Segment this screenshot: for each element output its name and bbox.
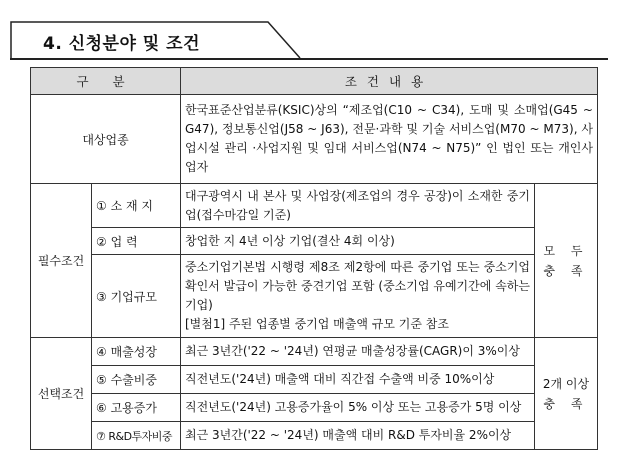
condition-label: ⑦ R&D투자비중 (92, 422, 181, 450)
condition-text: 최근 3년간('22 ~ '24년) 매출액 대비 R&D 투자비율 2%이상 (181, 422, 535, 450)
optional-note (535, 338, 598, 450)
note-line: 2개 이상 (542, 376, 590, 391)
condition-text: 직전년도('24년) 매출액 대비 직간접 수출액 비중 10%이상 (181, 366, 535, 394)
required-group-label: 필수조건 (31, 184, 92, 338)
condition-text (181, 255, 535, 338)
header-conditions: 조건내용 (181, 68, 598, 95)
note-line: 모 두 (543, 243, 589, 258)
table-row (31, 394, 598, 422)
condition-label: ⑤ 수출비중 (92, 366, 181, 394)
table-row (31, 338, 598, 366)
table-row (31, 422, 598, 450)
condition-text: 대구광역시 내 본사 및 사업장(제조업의 경우 공장)이 소재한 중기업(접수마감일 기준) (181, 184, 535, 228)
conditions-table (30, 67, 598, 450)
condition-label: ⑥ 고용증가 (92, 394, 181, 422)
note-line: 충 족 (543, 263, 589, 278)
heading-rule (10, 58, 608, 60)
condition-text: 최근 3년간('22 ~ '24년) 연평균 매출성장률(CAGR)이 3%이상 (181, 338, 535, 366)
table-row (31, 228, 598, 255)
note-line: 충 족 (543, 396, 589, 411)
target-industry-label: 대상업종 (31, 95, 181, 184)
table-row (31, 95, 598, 184)
condition-label: ③ 기업규모 (92, 255, 181, 338)
condition-text-note: [별첨1] 주된 업종별 중기업 매출액 규모 기준 참조 (185, 317, 449, 331)
optional-group-label: 선택조건 (31, 338, 92, 450)
table-header-row (31, 68, 598, 95)
condition-text: 창업한 지 4년 이상 기업(결산 4회 이상) (181, 228, 535, 255)
condition-label: ② 업 력 (92, 228, 181, 255)
table-row (31, 366, 598, 394)
table-row (31, 255, 598, 338)
section-heading (10, 21, 302, 61)
target-industry-text: 한국표준산업분류(KSIC)상의 “제조업(C10 ~ C34), 도매 및 소매업(G45 ~ G47), 정보통신업(J58 ~ J63), 전문·과학 및 기술 서비스업(M70 ~ M73), 사업시설 관리 ·사업지원 및 임대 서비스업(N74 ~ N75)” 인 법인 또는 개인사업자 (181, 95, 598, 184)
condition-text: 직전년도('24년) 고용증가율이 5% 이상 또는 고용증가 5명 이상 (181, 394, 535, 422)
condition-text-main: 중소기업기본법 시행령 제8조 제2항에 따른 중기업 또는 중소기업확인서 발급이 가능한 중견기업 포함 (중소기업 유예기간에 속하는 기업) (185, 260, 530, 312)
required-note (535, 184, 598, 338)
header-category: 구 분 (31, 68, 181, 95)
condition-label: ④ 매출성장 (92, 338, 181, 366)
condition-label: ① 소 재 지 (92, 184, 181, 228)
section-title: 4. 신청분야 및 조건 (43, 34, 200, 54)
table-row (31, 184, 598, 228)
